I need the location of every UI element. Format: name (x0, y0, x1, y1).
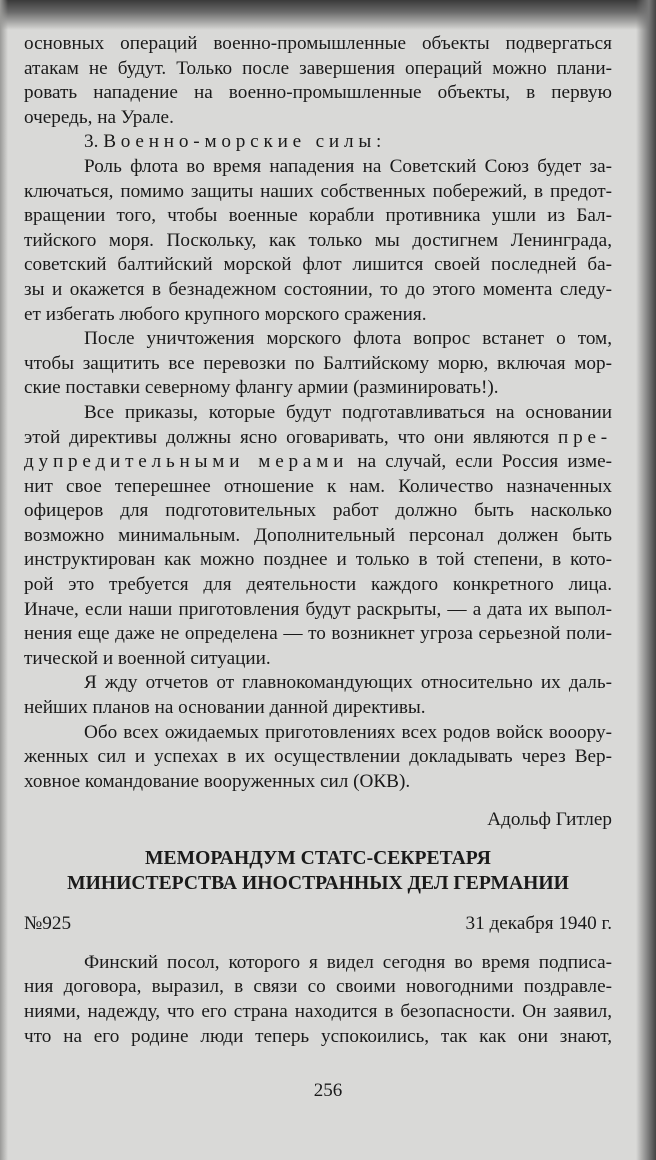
text-line: что на его родине люди теперь успокоились, так как они знают, (24, 1025, 612, 1047)
text-line: нит свое теперешнее отношение к нам. Количество назначенных (24, 475, 612, 497)
emphasis-spaced: дупредительными мерами (24, 451, 349, 473)
paragraph-intro (24, 32, 612, 130)
text-line: атакам не будут. Только после завершения операций можно плани- (24, 57, 612, 79)
section-heading-naval (24, 130, 612, 155)
memo-title-line-2: МИНИСТЕРСТВА ИНОСТРАННЫХ ДЕЛ ГЕРМАНИИ (67, 872, 569, 894)
signature: Адольф Гитлер (487, 809, 612, 831)
text-line: офицеров для подготовительных работ должно быть насколько (24, 500, 612, 522)
memo-title-line-1: МЕМОРАНДУМ СТАТС-СЕКРЕТАРЯ (145, 848, 491, 869)
text-line: зы и окажется в безнадежном состоянии, то до этого момента следу- (24, 278, 612, 300)
text-line: После уничтожения морского флота вопрос встанет о том, (84, 328, 612, 350)
text-line: очередь, на Урале. (24, 106, 174, 128)
page-edge-shadow-left (0, 0, 8, 1160)
text-line: рой это требуется для деятельности каждого конкретного лица. (24, 574, 612, 596)
page-edge-shadow-top (0, 0, 656, 30)
text-line: ния договора, выразил, в связи со своими новогодними поздравле- (24, 976, 612, 998)
text-line: Роль флота во время нападения на Советский Союз будет за- (84, 155, 612, 177)
text-segment: на случай, если Россия изме- (357, 451, 612, 473)
text-line: ключаться, помимо защиты наших собственных побережий, в предот- (24, 180, 612, 202)
text-line: возможно минимальным. Дополнительный персонал должен быть (24, 524, 612, 546)
text-line: Обо всех ожидаемых приготовлениях всех родов войск вооору- (84, 721, 612, 743)
text-line: ховное командование вооруженных сил (ОКВ). (24, 770, 411, 792)
paragraph-reports (24, 671, 612, 720)
text-line: советский балтийский морской флот лишится своей последней ба- (24, 254, 612, 276)
text-line: основных операций военно-промышленные объекты подвергаться (24, 33, 612, 54)
text-segment: этой директивы должны ясно оговаривать, что они являются (24, 426, 550, 448)
paragraph-orders (24, 401, 612, 672)
memo-number: №925 (24, 913, 72, 935)
paragraph-memo (24, 951, 612, 1049)
text-line: чтобы защитить все перевозки по Балтийскому морю, включая мор- (24, 352, 612, 374)
text-line: тийского моря. Поскольку, как только мы достигнем Ленинграда, (24, 229, 612, 251)
text-line: Финский посол, которого я видел сегодня во время подписа- (84, 951, 612, 973)
text-line (24, 450, 612, 475)
text-line: Все приказы, которые будут подготавливаться на основании (84, 401, 612, 423)
memo-date: 31 декабря 1940 г. (465, 913, 612, 935)
text-line: женных сил и успехах в их осуществлении докладывать через Вер- (24, 746, 612, 768)
section-title: Военно-морские силы: (103, 131, 387, 153)
text-line: ниями, надежду, что его страна находится в безопасности. Он заявил, (24, 1000, 612, 1022)
paragraph-fleet (24, 155, 612, 327)
text-line (24, 426, 612, 451)
section-number: 3. (84, 131, 99, 153)
text-line: ские поставки северному флангу армии (разминировать!). (24, 377, 499, 399)
text-line: вращении того, чтобы военные корабли противника ушли из Бал- (24, 205, 612, 227)
memo-header-row (24, 912, 612, 937)
text-line: нейших планов на основании данной директивы. (24, 697, 426, 719)
paragraph-preparations (24, 721, 612, 795)
page-body (24, 32, 612, 1049)
text-line: Иначе, если наши приготовления будут раскрыты, — а дата их выпол- (24, 598, 612, 620)
text-line: тической и военной ситуации. (24, 647, 271, 669)
text-line: ет избегать любого крупного морского сражения. (24, 303, 427, 325)
text-line: нения еще даже не определена — то возникнет угроза серьезной поли- (24, 623, 612, 645)
paragraph-transport (24, 327, 612, 401)
text-line: ровать нападение на военно-промышленные объекты, в первую (24, 82, 612, 104)
text-line: Я жду отчетов от главнокомандующих относительно их даль- (84, 672, 612, 694)
emphasis-spaced: пре- (558, 426, 612, 448)
page-number: 256 (313, 1080, 343, 1101)
text-line: инструктирован как можно позднее и только в той степени, в кото- (24, 549, 612, 571)
page-edge-shadow-right (636, 0, 656, 1160)
